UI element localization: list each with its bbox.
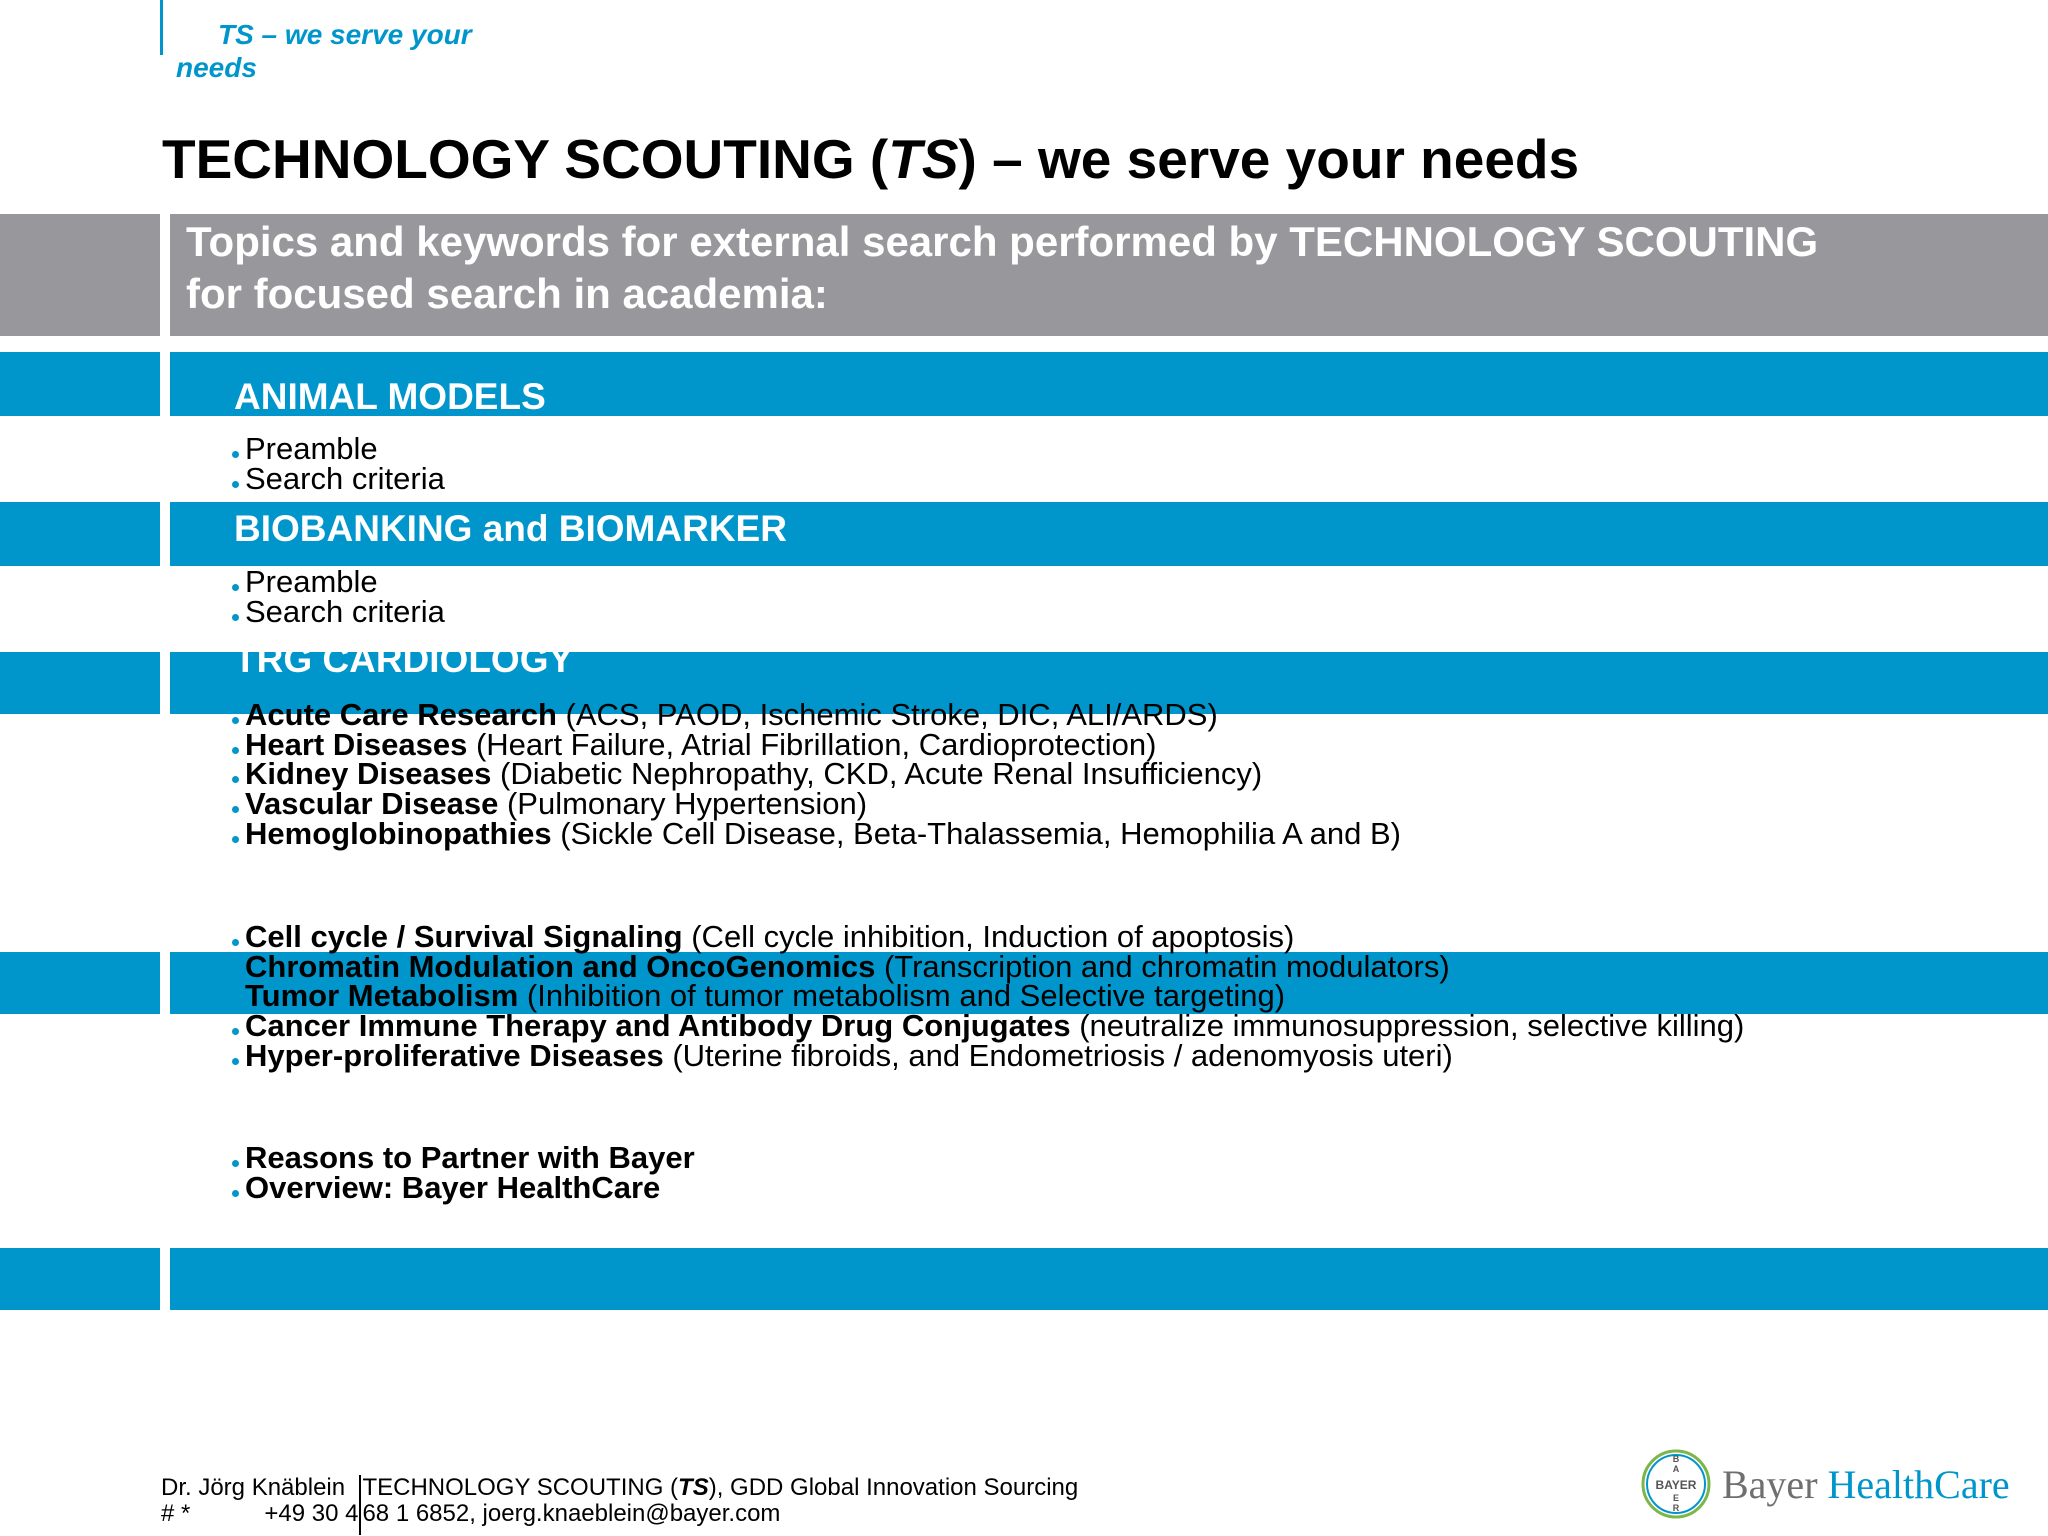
- header-tagline: [176, 18, 472, 84]
- intro-text-line1: Topics and keywords for external search performed by TECHNOLOGY SCOUTING: [186, 218, 1819, 265]
- svg-text:R: R: [1672, 1503, 1680, 1513]
- list-item: Cell cycle / Survival Signaling (Cell cycle inhibition, Induction of apoptosis): [230, 922, 1744, 952]
- biobank-list: [230, 564, 445, 629]
- bayer-healthcare-logo: [1640, 1448, 2010, 1520]
- bayer-cross-icon: [1640, 1448, 1712, 1520]
- page-title: [162, 124, 1579, 194]
- intro-band-left: [0, 214, 160, 336]
- heading-cardiology-clip: [234, 628, 573, 678]
- list-item: Chromatin Modulation and OncoGenomics (Transcription and chromatin modulators): [245, 948, 1450, 984]
- header-tagline-line2: needs: [176, 52, 257, 83]
- heading-cardiology: TRG CARDIOLOGY: [234, 639, 574, 678]
- list-item: Search criteria: [230, 464, 445, 494]
- header-tagline-line1: TS – we serve your: [218, 19, 472, 50]
- list-item: Hemoglobinopathies (Sickle Cell Disease, Beta-Thalassemia, Hemophilia A and B): [230, 819, 1401, 849]
- animal-list: [230, 431, 445, 496]
- list-item: Cancer Immune Therapy and Antibody Drug Conjugates (neutralize immunosuppression, selective killing): [230, 1011, 1744, 1041]
- footer-hash: # * +49 30 4: [161, 1500, 359, 1527]
- footer-divider: [359, 1475, 361, 1535]
- footer: [161, 1475, 1078, 1535]
- list-item: Vascular Disease (Pulmonary Hypertension): [230, 789, 1401, 819]
- footer-author: Dr. Jörg Knäblein: [161, 1474, 346, 1501]
- band-bottom: [170, 1248, 2048, 1310]
- svg-text:B: B: [1672, 1454, 1680, 1464]
- band-animal-left: [0, 352, 160, 416]
- list-item: Heart Diseases (Heart Failure, Atrial Fibrillation, Cardioprotection): [230, 730, 1401, 760]
- svg-text:E: E: [1672, 1493, 1680, 1503]
- intro-text: [186, 216, 1818, 320]
- heading-animal-models: ANIMAL MODELS: [234, 376, 546, 417]
- partner-list: [230, 1140, 695, 1205]
- band-biobank-left: [0, 502, 160, 566]
- footer-right: [362, 1475, 1078, 1535]
- intro-text-line2: for focused search in academia:: [186, 270, 828, 317]
- brand-name: Bayer HealthCare: [1722, 1461, 2010, 1507]
- list-item: Overview: Bayer HealthCare: [230, 1173, 695, 1203]
- page-title-pre: TECHNOLOGY SCOUTING (: [162, 128, 889, 190]
- list-item: Hyper-proliferative Diseases (Uterine fibroids, and Endometriosis / adenomyosis uteri): [230, 1041, 1744, 1071]
- footer-phone-pre: +49 30 4: [264, 1500, 359, 1527]
- band-cardio-left: [0, 652, 160, 714]
- footer-org: TECHNOLOGY SCOUTING (TS), GDD Global Innovation Sourcing: [362, 1474, 1079, 1501]
- list-item: Reasons to Partner with Bayer: [230, 1143, 695, 1173]
- footer-left: [161, 1475, 358, 1535]
- page-title-abbrev: TS: [888, 128, 959, 190]
- page-title-post: ) – we serve your needs: [958, 128, 1580, 190]
- list-item: Acute Care Research (ACS, PAOD, Ischemic Stroke, DIC, ALI/ARDS): [230, 700, 1401, 730]
- footer-contact: 68 1 6852, joerg.knaeblein@bayer.com: [362, 1500, 781, 1527]
- list-item: Tumor Metabolism (Inhibition of tumor metabolism and Selective targeting): [245, 978, 1286, 1014]
- cardio-list: [230, 697, 1402, 851]
- band-bottom-left: [0, 1248, 160, 1310]
- svg-text:BAYER: BAYER: [1655, 1478, 1697, 1492]
- list-item: Preamble: [230, 567, 445, 597]
- footer-block: [161, 1475, 1078, 1535]
- list-item: Search criteria: [230, 597, 445, 627]
- list-item: Preamble: [230, 434, 445, 464]
- header-accent-line: [160, 0, 163, 55]
- onco-list: [230, 919, 1745, 1073]
- heading-biobanking: BIOBANKING and BIOMARKER: [234, 508, 787, 549]
- list-item: Kidney Diseases (Diabetic Nephropathy, CKD, Acute Renal Insufficiency): [230, 759, 1401, 789]
- band-onco-left: [0, 952, 160, 1014]
- svg-text:A: A: [1672, 1464, 1680, 1474]
